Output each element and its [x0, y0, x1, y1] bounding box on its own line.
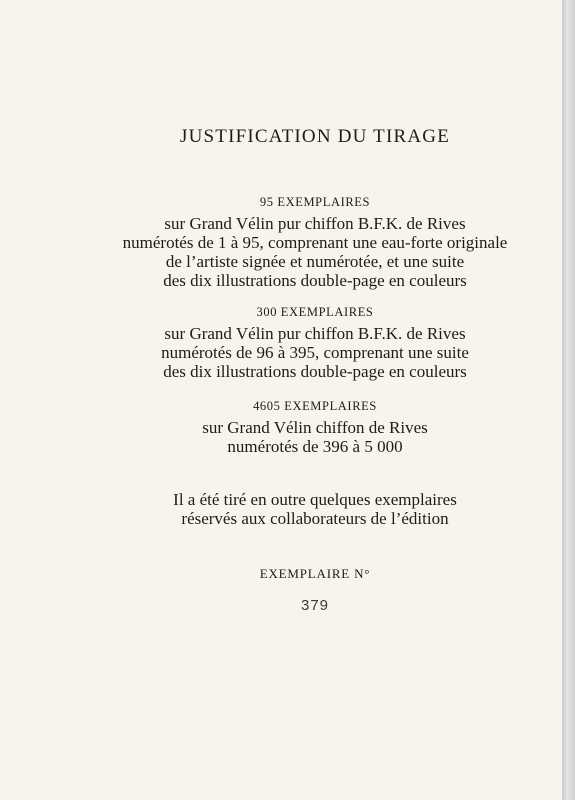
edition-section-1	[0, 195, 575, 290]
page-edge	[562, 0, 575, 800]
edition-line: sur Grand Vélin pur chiffon B.F.K. de Rives	[164, 324, 466, 343]
edition-count-heading: 4605 EXEMPLAIRES	[253, 399, 377, 413]
edition-line: numérotés de 1 à 95, comprenant une eau-forte originale	[122, 233, 508, 252]
edition-line: sur Grand Vélin pur chiffon B.F.K. de Rives	[164, 214, 466, 233]
edition-count-heading: 300 EXEMPLAIRES	[256, 305, 374, 319]
note-line: réservés aux collaborateurs de l’édition	[181, 509, 449, 528]
note-line: Il a été tiré en outre quelques exemplaires	[173, 490, 457, 509]
edition-count-heading: 95 EXEMPLAIRES	[259, 195, 371, 209]
edition-line: des dix illustrations double-page en couleurs	[163, 362, 467, 381]
edition-section-2	[0, 305, 575, 381]
copy-number-label: EXEMPLAIRE N°	[259, 566, 371, 581]
edition-line: numérotés de 96 à 395, comprenant une suite	[161, 343, 469, 362]
copy-number: 379	[300, 597, 330, 614]
edition-line: des dix illustrations double-page en couleurs	[163, 271, 467, 290]
collaborators-note	[0, 490, 575, 528]
edition-section-3	[0, 399, 575, 456]
page-title: JUSTIFICATION DU TIRAGE	[179, 126, 451, 147]
edition-line: de l’artiste signée et numérotée, et une suite	[165, 252, 465, 271]
edition-line: sur Grand Vélin chiffon de Rives	[202, 418, 428, 437]
edition-line: numérotés de 396 à 5 000	[227, 437, 403, 456]
